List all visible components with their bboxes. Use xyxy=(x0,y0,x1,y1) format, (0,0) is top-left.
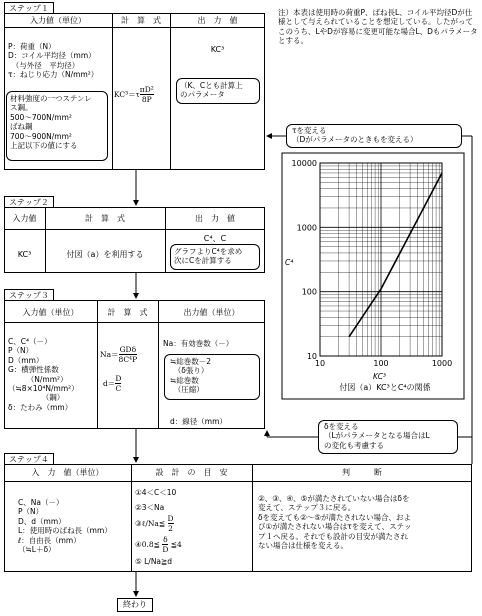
step2-tab: ステップ２ xyxy=(4,196,54,207)
step3-tab: ステップ３ xyxy=(4,289,54,300)
step4-judgment: ②、③、④、⑤が満たされていない場合はδを 変えて、ステップ３に戻る。 δを変えても②～⑤が満たされない場合、およ び①が満たされない場合はτを変えて、ステッ プ１へ戻る。それでも設計の目安が満たされ ない場合は仕様を変える。 xyxy=(258,494,412,550)
step3-formula1: Na＝ GDδ 8C⁴P xyxy=(100,345,138,365)
step2-header-output: 出 力 値 xyxy=(195,214,235,223)
step4-criterion-1: ①4＜C＜10 xyxy=(135,488,177,497)
feedback1: τを変える （Dがパラメータのときもを変える） xyxy=(292,126,418,145)
step1-header-input: 入力値（単位） xyxy=(30,16,86,25)
step3-output1: Na：有効巻数（－） xyxy=(163,339,234,348)
step1-output-note: （K、Cとも計算上 のパラメータ xyxy=(180,81,243,100)
chart-ylabel: C⁴ xyxy=(285,258,294,267)
step1-inputs: P：荷重（N） D：コイル平均径（mm） （与外径 平均径） τ：ねじり応力（N/mm²） xyxy=(8,42,99,80)
step1-header-output: 出 力 値 xyxy=(197,16,238,25)
y-tick-label: 10000 xyxy=(291,159,317,168)
step1-output: KC³ xyxy=(210,45,225,54)
step2-output-note: グラフよりC⁴を求め 次にCを計算する xyxy=(174,247,243,266)
step4-header-criteria: 設 計 の 目 安 xyxy=(155,468,228,477)
note: 注）本表は使用時の荷重P、ばね長L、コイル平均径Dが仕様として与えられていることを想定している。したがってこのうち、LやDが容易に変更可能な場合L、Dもパラメータとする。 xyxy=(278,8,478,46)
step1-material: 材料強度の一つステンレ ス鋼。 500～700N/mm² ばね鋼 700～900N/mm² 上記以下の値にする xyxy=(10,94,92,150)
x-tick-label: 100 xyxy=(373,359,389,368)
step1-header-formula: 計 算 式 xyxy=(121,16,161,25)
step4-inputs: C、Na（－） P（N） D、d（mm） L：使用時のばね長（mm） ℓ：自由長（mm） （≒L＋δ） xyxy=(18,498,112,554)
step3-inputs: C、C⁴（－） P（N） D（mm） G：横弾性係数 （N/mm²） （≒8×10⁴N/mm²） （鋼） δ：たわみ（mm） xyxy=(8,337,79,412)
feedback2: δを変える （Lがパラメータとなる場合はL の変化も考慮する xyxy=(324,422,430,450)
step4-header-judgment: 判 断 xyxy=(342,468,382,477)
x-tick-label: 10 xyxy=(314,359,326,368)
y-tick-label: 1000 xyxy=(296,223,317,233)
step3-header-formula: 計 算 式 xyxy=(107,308,148,317)
step2-input: KC³ xyxy=(17,250,32,259)
step3-formula2: d＝ $\frac{D}{C}$ xyxy=(103,374,122,394)
end-label: 終わり xyxy=(123,600,147,609)
step2-output: C⁴、C xyxy=(203,234,227,243)
x-tick-label: 1000 xyxy=(431,359,453,368)
step3-output-coils: ≒総巻数－2 （δ張り） ≒総巻数 （圧縮） xyxy=(170,357,212,395)
step4-tab: ステップ４ xyxy=(4,453,54,464)
step2-header-calc: 計 算 式 xyxy=(85,214,125,223)
chart-title: 付図（a）KC³とC⁴の関係 xyxy=(339,383,431,392)
step3-header-input: 入力値（単位） xyxy=(22,308,79,317)
chart-xlabel: KC³ xyxy=(373,372,386,381)
y-tick-label: 10 xyxy=(306,352,317,361)
step4-header-input: 入 力 値（単位） xyxy=(31,468,104,477)
step3-output2: d：線径（mm） xyxy=(170,417,227,426)
step4-criterion-4: ④0.8≦ $\frac{\delta}{D}$ ≦4 xyxy=(135,535,182,555)
step4-criterion-5: ⑤ L/Na≧d xyxy=(135,557,173,566)
step3-header-output: 出力値（単位） xyxy=(183,308,240,317)
step4-criterion-2: ②3＜Na xyxy=(135,503,165,512)
step2-header-input: 入力値 xyxy=(12,214,37,223)
step4-criterion-3: ③ℓ/Na≦ $\frac{D}{2}$ xyxy=(135,514,174,534)
y-tick-label: 100 xyxy=(301,287,317,297)
step1-tab: ステップ１ xyxy=(4,2,54,13)
step1-formula: KC³＝τ $\frac{\text{πD²}}{8P}$ xyxy=(114,85,154,105)
kc3-c4-curve xyxy=(349,173,442,337)
step2-calc: 付図（a）を利用する xyxy=(66,250,144,259)
